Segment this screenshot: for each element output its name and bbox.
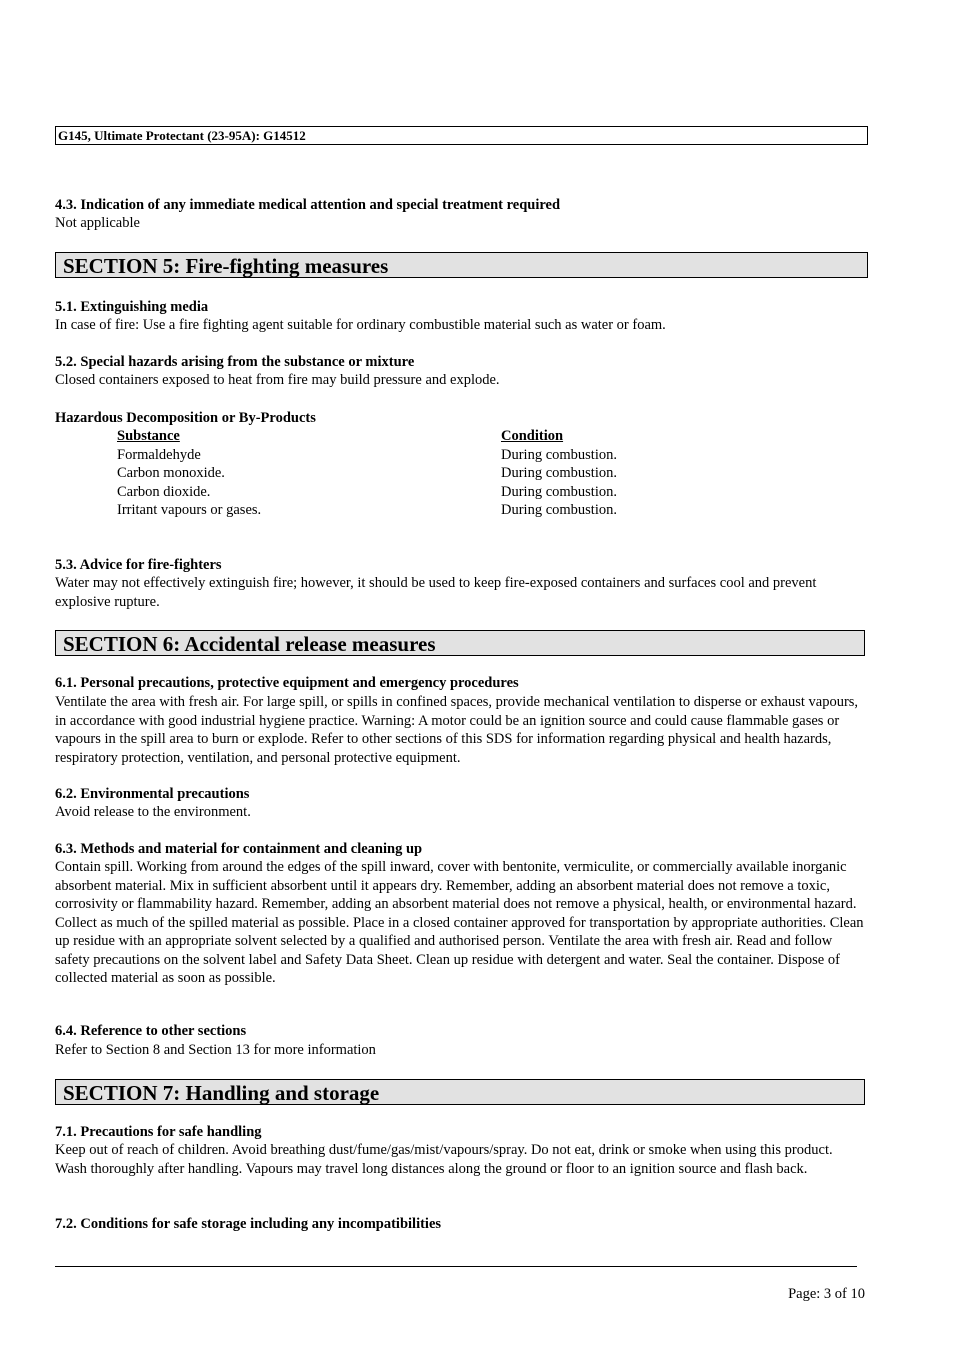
section-6-1-heading: 6.1. Personal precautions, protective equipment and emergency procedures [55,675,519,691]
table-row: During combustion. [501,446,617,463]
decomposition-condition-column [501,427,617,520]
table-row: During combustion. [501,465,617,481]
table-row: During combustion. [501,483,617,500]
section-5-1-text: In case of fire: Use a fire fighting agent suitable for ordinary combustible material such as water or foam. [55,317,666,333]
section-7-1-text: Keep out of reach of children. Avoid breathing dust/fume/gas/mist/vapours/spray. Do not eat, drink or smoke when using this product. Wash thoroughly after handling. Vapours may travel long distances along the ground or floor to an ignition source and flash back. [55,1142,833,1177]
section-5-title: SECTION 5: Fire-fighting measures [55,252,868,278]
section-6-4-text: Refer to Section 8 and Section 13 for more information [55,1042,376,1058]
page-number: Page: 3 of 10 [788,1286,865,1302]
section-6-3-text: Contain spill. Working from around the edges of the spill inward, cover with bentonite, vermiculite, or commercially available inorganic absorbent material. Mix in sufficient absorbent until it appears dry. Remember, adding an absorbent material does not remove a toxic, corrosivity or flammability hazard. Remember, adding an absorbent material does not remove a physical, health, or environmental hazard. Collect as much of the spilled material as possible. Place in a closed container approved for transportation by appropriate authorities. Clean up residue with an appropriate solvent selected by a qualified and authorised person. Ventilate the area with fresh air. Read and follow safety precautions on the solvent label and Safety Data Sheet. Clean up residue with detergent and water. Seal the container. Dispose of collected material as soon as possible. [55,859,864,986]
section-4-3-heading: 4.3. Indication of any immediate medical attention and special treatment required [55,197,561,213]
section-6-3-heading: 6.3. Methods and material for containment and cleaning up [55,841,423,857]
section-6-2-heading: 6.2. Environmental precautions [55,786,250,802]
section-5-3-text: Water may not effectively extinguish fire; however, it should be used to keep fire-exposed containers and surfaces cool and prevent explosive rupture. [55,575,817,610]
document-header: G145, Ultimate Protectant (23-95A): G14512 [55,126,868,145]
section-7-2-heading: 7.2. Conditions for safe storage including any incompatibilities [55,1216,442,1232]
table-row: Carbon monoxide. [117,465,225,481]
section-5-3-heading: 5.3. Advice for fire-fighters [55,557,222,573]
section-6-1-text: Ventilate the area with fresh air. For large spill, or spills in confined spaces, provide mechanical ventilation to disperse or exhaust vapours, in accordance with good industrial hygiene practice. Warning: A motor could be an ignition source and could cause flammable gases or vapours in the spill area to burn or explode. Refer to other sections of this SDS for information regarding physical and health hazards, respiratory protection, ventilation, and personal protective equipment. [55,694,859,766]
table-row: Formaldehyde [117,446,201,463]
section-6-4-heading: 6.4. Reference to other sections [55,1023,247,1039]
section-6-title: SECTION 6: Accidental release measures [55,630,865,656]
table-row: During combustion. [501,502,617,518]
section-7-title: SECTION 7: Handling and storage [55,1079,865,1105]
column-header-condition: Condition [501,428,564,444]
decomposition-substance-column [117,427,261,520]
section-5-2-text: Closed containers exposed to heat from fire may build pressure and explode. [55,372,500,388]
section-6-2-text: Avoid release to the environment. [55,804,251,820]
section-5-2-heading: 5.2. Special hazards arising from the substance or mixture [55,354,415,370]
footer-divider [55,1266,857,1267]
section-5-1-heading: 5.1. Extinguishing media [55,299,209,315]
section-7-1-heading: 7.1. Precautions for safe handling [55,1124,262,1140]
section-4-3-text: Not applicable [55,215,140,231]
table-row: Carbon dioxide. [117,483,211,500]
table-row: Irritant vapours or gases. [117,502,262,518]
decomposition-heading: Hazardous Decomposition or By-Products [55,410,316,426]
column-header-substance: Substance [117,428,180,444]
